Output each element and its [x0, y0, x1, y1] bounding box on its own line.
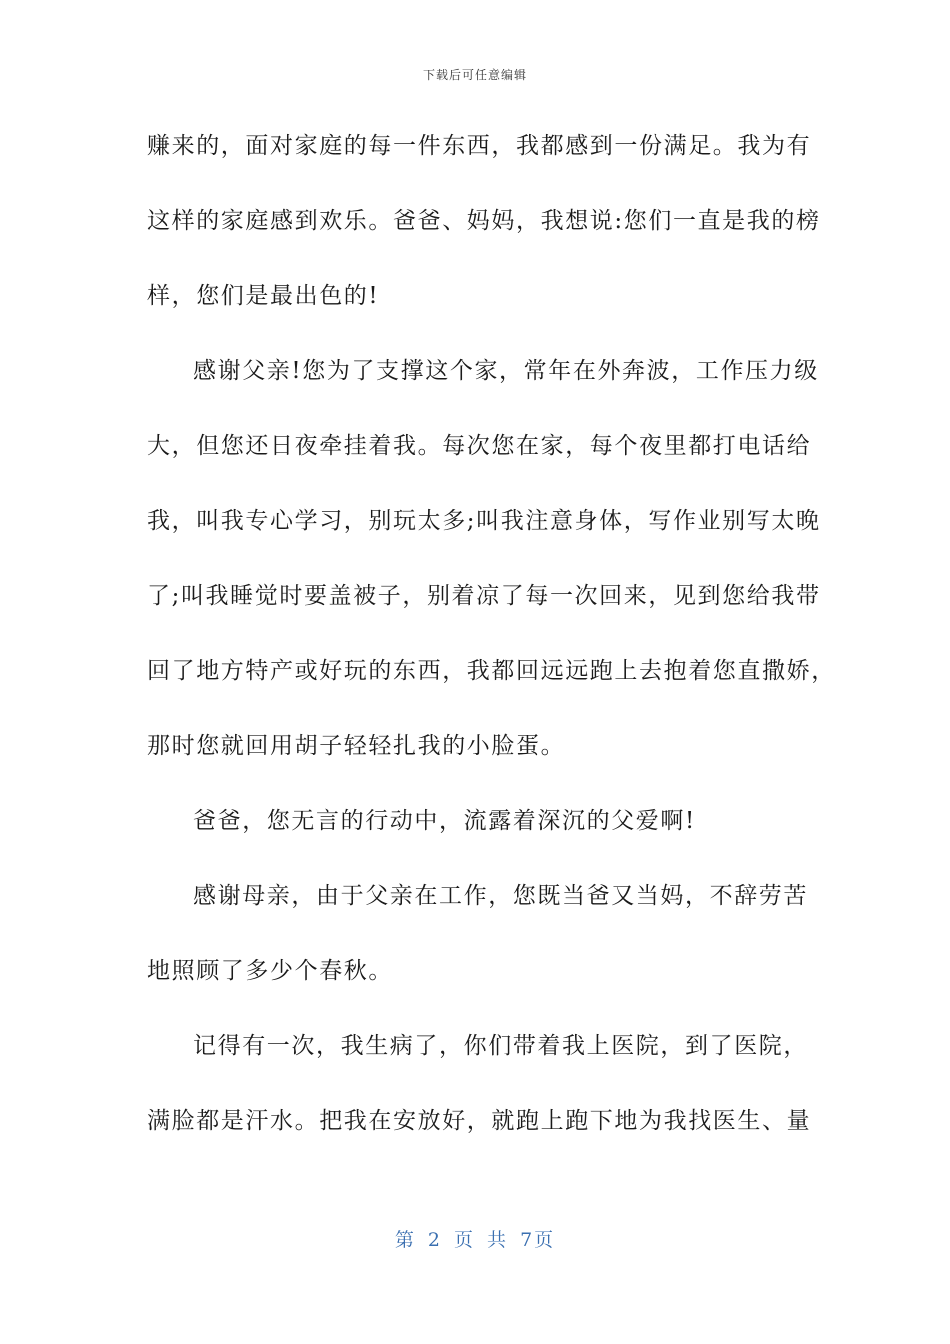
text-line: 地照顾了多少个春秋。 — [147, 958, 393, 984]
text-line: 样，您们是最出色的! — [147, 283, 380, 309]
text-line: 回了地方特产或好玩的东西，我都回远远跑上去抱着您直撒娇， — [147, 658, 836, 684]
document-body — [147, 124, 836, 1174]
text-line: 那时您就回用胡子轻轻扎我的小脸蛋。 — [147, 733, 566, 759]
paragraph-first-line: 感谢母亲，由于父亲在工作，您既当爸又当妈，不辞劳苦 — [193, 883, 808, 909]
text-line: 满脸都是汗水。把我在安放好，就跑上跑下地为我找医生、量 — [147, 1108, 812, 1134]
text-line: 大，但您还日夜牵挂着我。每次您在家，每个夜里都打电话给 — [147, 433, 812, 459]
text-line: 赚来的，面对家庭的每一件东西，我都感到一份满足。我为有 — [147, 133, 812, 159]
text-line: 这样的家庭感到欢乐。爸爸、妈妈，我想说:您们一直是我的榜 — [147, 208, 821, 234]
text-line: 了;叫我睡觉时要盖被子，别着凉了每一次回来，见到您给我带 — [147, 583, 821, 609]
paragraph-first-line: 记得有一次，我生病了，你们带着我上医院，到了医院， — [193, 1033, 808, 1059]
paragraph-first-line: 感谢父亲!您为了支撑这个家，常年在外奔波，工作压力级 — [193, 358, 819, 384]
text-line: 我，叫我专心学习，别玩太多;叫我注意身体，写作业别写太晚 — [147, 508, 821, 534]
paragraph-first-line: 爸爸，您无言的行动中，流露着深沉的父爱啊! — [193, 808, 696, 834]
page-number-footer: 第 2 页 共 7页 — [394, 1229, 556, 1251]
page-header: 下载后可任意编辑 — [422, 68, 527, 82]
